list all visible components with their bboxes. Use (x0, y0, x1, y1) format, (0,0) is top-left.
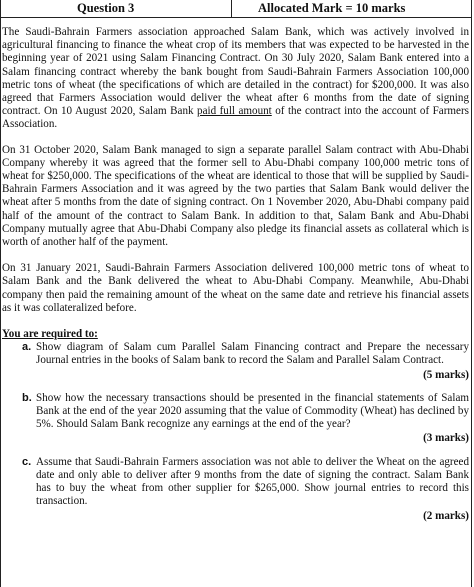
question-header (0, 0, 472, 18)
requirement-b-marks: (3 marks) (423, 432, 469, 445)
scenario-paragraph-2: On 31 October 2020, Salam Bank managed to sign a separate parallel Salam contract with Abu-Dhabi Company whereby it was agreed that the former sell to Abu-Dhabi company 100,000 metric tons of wheat for $250,000. The specifications of the wheat are identical to those that will be supplied by Saudi-Bahrain Farmers Association and it was agreed by the two parties that Salam Bank would deliver the wheat after 5 months from the date of signing contract. On 1 November 2020, Abu-Dhabi company paid half of the amount of the contract to Salam Bank. In addition to that, Salam Bank and Abu-Dhabi Company mutually agree that Abu-Dhabi Company also pledge its financial assets as collateral which is worth of another half of the payment. (2, 143, 469, 249)
scenario-paragraph-1 (2, 26, 469, 132)
requirement-a-marks: (5 marks) (423, 368, 469, 381)
scenario-text-1a: The Saudi-Bahrain Farmers association approached Salam Bank, which was actively involved in agricultural financing to finance the wheat crop of its members that was expected to be harvested in the beginning year of 2021 using Salam Financing Contract. On 30 July 2020, Salam Bank entered into a Salam financing contract whereby the bank bought from Saudi-Bahrain Farmers Association 100,000 metric tons of wheat (the specifications of which are detailed in the contract) for $200,000. It was also agreed that Farmers Association would deliver the wheat after 6 months from the date of signing contract. On 10 August 2020, Salam Bank (2, 26, 469, 118)
requirement-c-text: Assume that Saudi-Bahrain Farmers association was not able to deliver the Wheat on the agreed date and only able to deliver after 9 months from the date of signing the contract. Salam Bank has to buy the wheat from other supplier for $265,000. Show journal entries to record this transaction. (36, 455, 469, 508)
requirements-heading: You are required to: (2, 328, 98, 341)
question-content (2, 26, 469, 523)
requirement-a (2, 341, 469, 367)
underlined-phrase: paid full amount (197, 105, 272, 118)
requirement-a-text: Show diagram of Salam cum Parallel Salam Financing contract and Prepare the necessary Journal entries in the books of Salam bank to record the Salam and Parallel Salam Contract. (36, 341, 469, 367)
allocated-mark: Allocated Mark = 10 marks (258, 1, 406, 15)
requirement-b-text: Show how the necessary transactions should be presented in the financial statements of Salam Bank at the end of the year 2020 assuming that the value of Commodity (Wheat) has declined by 5%. Should Salam Bank recognize any earnings at the end of the year? (36, 391, 469, 431)
requirement-b (2, 392, 469, 432)
requirement-c (2, 456, 469, 509)
scenario-text-1b: of the contract into the account of Farmers Association. (2, 105, 469, 131)
requirement-c-letter: c. (22, 455, 32, 468)
scenario-paragraph-3: On 31 January 2021, Saudi-Bahrain Farmers Association delivered 100,000 metric tons of wheat to Salam Bank and the Bank delivered the wheat to Abu-Dhabi Company. Meanwhile, Abu-Dhabi company then paid the remaining amount of the wheat on the same date and retrieve his financial assets as it was collateralized before. (2, 262, 469, 314)
question-number: Question 3 (1, 0, 232, 17)
requirement-b-letter: b. (22, 391, 32, 404)
requirement-c-marks: (2 marks) (423, 509, 469, 522)
requirement-a-letter: a. (22, 341, 32, 354)
